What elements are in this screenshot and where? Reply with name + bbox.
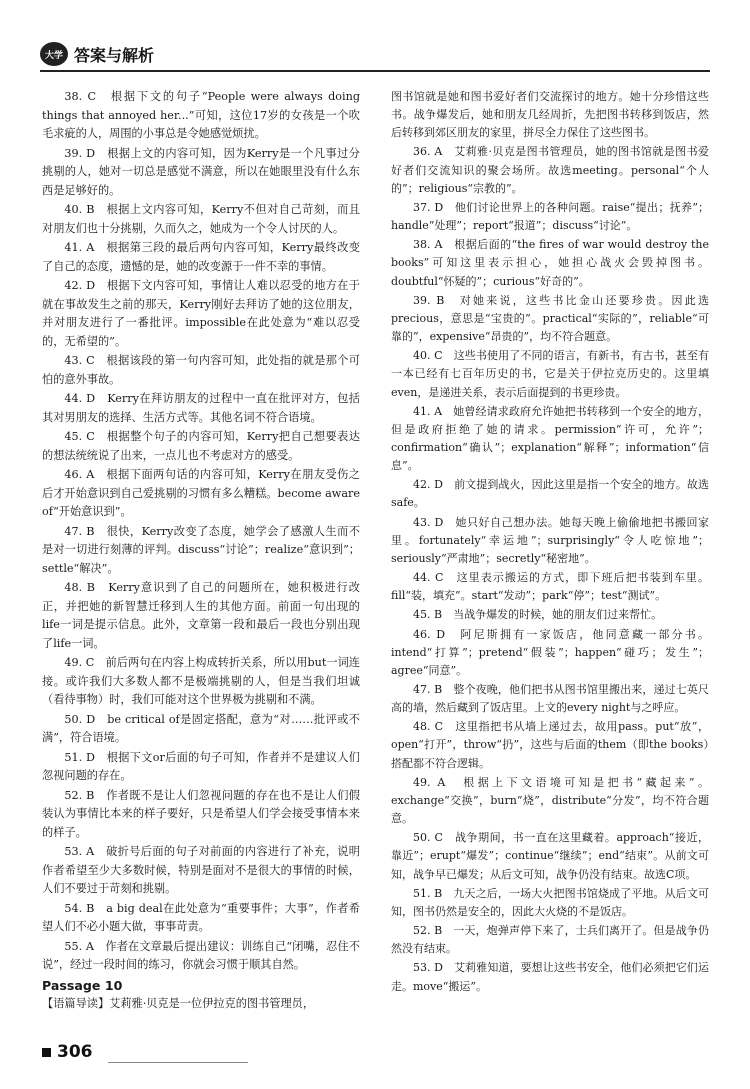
- answer-paragraph: 46. A 根据下面两句话的内容可知，Kerry在朋友受伤之后才开始意识到自己爱挑剔的习惯有多么糟糕。become aware of“开始意识到”。: [42, 468, 360, 518]
- answer-paragraph: 36. A 艾莉雅·贝克是图书管理员，她的图书馆就是图书爱好者们交流知识的聚会场所。故选meeting。personal“个人的”；religious“宗教的”。: [391, 145, 709, 195]
- answer-paragraph: 39. D 根据上文的内容可知，因为Kerry是一个凡事过分挑剔的人，她对一切总是感觉不满意，所以在她眼里没有什么东西是足够好的。: [42, 146, 360, 197]
- answer-paragraph: 52. B 一天，炮弹声停下来了，士兵们离开了。但是战争仍然没有结束。: [391, 924, 709, 956]
- page-number: 306: [57, 1042, 93, 1062]
- answer-paragraph: 44. D Kerry在拜访朋友的过程中一直在批评对方，包括其对男朋友的选择、生活方式等。其他名词不符合语境。: [42, 392, 360, 424]
- passage-intro: 【语篇导读】艾莉雅·贝克是一位伊拉克的图书管理员，: [42, 997, 315, 1010]
- right-column: [391, 88, 709, 997]
- page-header: [40, 40, 710, 72]
- header-title: 答案与解析: [74, 46, 155, 65]
- answer-paragraph: 41. A 根据第三段的最后两句内容可知，Kerry最终改变了自己的态度，遗憾的是，她的改变源于一件不幸的事情。: [42, 241, 360, 273]
- passage-heading: Passage 10: [42, 977, 123, 993]
- answer-paragraph: 38. A 根据后面的“the fires of war would destroy the books”可知这里表示担心，她担心战火会毁掉图书。doubtful“怀疑的”；curious“好奇的”。: [391, 238, 709, 288]
- answer-paragraph: 54. B a big deal在此处意为“重要事件；大事”，作者希望人们不必小题大做，事事苛责。: [42, 901, 360, 933]
- answer-paragraph: 55. A 作者在文章最后提出建议：训练自己“闭嘴，忍住不说”，经过一段时间的练习，你就会习惯于顺其自然。: [42, 939, 360, 971]
- left-column: [42, 88, 360, 1015]
- answer-paragraph: 47. B 很快，Kerry改变了态度，她学会了感激人生而不是对一切进行刻薄的评判。discuss“讨论”；realize“意识到”；settle“解决”。: [42, 524, 360, 575]
- answer-paragraph: 53. A 破折号后面的句子对前面的内容进行了补充，说明作者希望至少大多数时候，特别是面对不是很大的事情的时候，人们不要过于苛刻和挑剔。: [42, 845, 360, 895]
- answer-paragraph: 53. D 艾莉雅知道，要想让这些书安全，他们必须把它们运走。move“搬运”。: [391, 961, 709, 993]
- footer-divider: [108, 1062, 248, 1063]
- answer-paragraph: 50. C 战争期间，书一直在这里藏着。approach“接近，靠近”；erupt“爆发”；continue“继续”；end“结束”。从前文可知，战争早已爆发；从后文可知，战争仍没有结束。故选C项。: [391, 831, 709, 881]
- answer-paragraph: 42. D 根据下文内容可知，事情让人难以忍受的地方在于就在事故发生之前的那天，Kerry刚好去拜访了她的这位朋友，并对朋友进行了一番批评。impossible在此处意为“难以忍受的，无希望的”。: [42, 279, 360, 348]
- answer-paragraph: 48. C 这里指把书从墙上递过去，故用pass。put“放”，open“打开”，throw“扔”，这些与后面的them（即the books）搭配都不符合逻辑。: [391, 720, 709, 770]
- answer-paragraph: 40. C 这些书使用了不同的语言，有新书，有古书，甚至有一本已经有七百年历史的书，它是关于伊拉克历史的。这里填even，是递进关系，表示后面提到的书更珍贵。: [391, 349, 709, 399]
- answer-paragraph: 41. A 她曾经请求政府允许她把书转移到一个安全的地方，但是政府拒绝了她的请求。permission“许可，允许”；confirmation“确认”；explanation“解释”；information“信息”。: [391, 404, 709, 473]
- answer-paragraph: 50. D be critical of是固定搭配，意为“对……批评或不满”，符合语境。: [42, 712, 360, 744]
- answer-paragraph: 42. D 前文提到战火，因此这里是指一个安全的地方。故选safe。: [391, 478, 709, 510]
- answer-paragraph: 48. B Kerry意识到了自己的问题所在，她积极进行改正，并把她的新智慧迁移到人生的其他方面。前面一句出现的life一词是提示信息。此外，文章第一段和最后一段也分别出现了life一词。: [42, 581, 360, 650]
- answer-paragraph: 46. D 阿尼斯拥有一家饭店，他同意藏一部分书。intend“打算”；pretend“假装”；happen“碰巧；发生”；agree“同意”。: [391, 627, 709, 677]
- answer-paragraph: 49. A 根据上下文语境可知是把书“藏起来”。exchange“交换”，burn“烧”，distribute“分发”，均不符合题意。: [391, 775, 709, 826]
- answer-paragraph: 52. B 作者既不是让人们忽视问题的存在也不是让人们假装认为事情比本来的样子要好，只是希望人们学会接受事情本来的样子。: [42, 788, 360, 839]
- page-footer: [42, 1042, 712, 1066]
- answer-paragraph: 38. C 根据下文的句子“People were always doing things that annoyed her...”可知，这位17岁的女孩是一个吹毛求疵的人，周围的小事总是令她感觉烦扰。: [42, 90, 360, 140]
- answer-paragraph: 51. D 根据下文or后面的句子可知，作者并不是建议人们忽视问题的存在。: [42, 750, 360, 782]
- passage-intro-continued: 图书馆就是她和图书爱好者们交流探讨的地方。她十分珍惜这些书。战争爆发后，她和朋友几经周折，先把图书转移到饭店，然后转移到郊区朋友的家里，拼尽全力保住了这些图书。: [391, 90, 709, 140]
- square-bullet-icon: [42, 1048, 51, 1057]
- answer-paragraph: 44. C 这里表示搬运的方式，即下班后把书装到车里。fill“装，填充”。start“发动”；park“停”；test“测试”。: [391, 571, 709, 603]
- answer-paragraph: 37. D 他们讨论世界上的各种问题。raise“提出；抚养”；handle“处理”；report“报道”；discuss“讨论”。: [391, 200, 709, 233]
- answer-paragraph: 51. B 九天之后，一场大火把图书馆烧成了平地。从后文可知，图书仍然是安全的，因此大火烧的不是饭店。: [391, 886, 709, 918]
- answer-paragraph: 45. C 根据整个句子的内容可知，Kerry把自己想要表达的想法统统说了出来，一点儿也不考虑对方的感受。: [42, 430, 360, 462]
- header-divider: [40, 70, 710, 72]
- answer-paragraph: 39. B 对她来说，这些书比金山还要珍贵。因此选precious，意思是“宝贵的”。practical“实际的”，reliable“可靠的”，expensive“昂贵的”，均不符合题意。: [391, 293, 709, 344]
- answer-paragraph: 43. D 她只好自己想办法。她每天晚上偷偷地把书搬回家里。fortunately“幸运地”；surprisingly“令人吃惊地”；seriously“严肃地”；secretly“秘密地”。: [391, 515, 709, 565]
- answer-paragraph: 47. B 整个夜晚，他们把书从图书馆里搬出来，递过七英尺高的墙，然后藏到了饭店里。上文的every night与之呼应。: [391, 683, 709, 715]
- logo-icon: 大学: [40, 42, 68, 66]
- answer-paragraph: 43. C 根据该段的第一句内容可知，此处指的就是那个可怕的意外事故。: [42, 354, 360, 386]
- answer-paragraph: 40. B 根据上文内容可知，Kerry不但对自己苛刻，而且对朋友们也十分挑剔，久而久之，她成为一个令人讨厌的人。: [42, 203, 360, 235]
- answer-paragraph: 45. B 当战争爆发的时候，她的朋友们过来帮忙。: [413, 608, 663, 622]
- answer-paragraph: 49. C 前后两句在内容上构成转折关系，所以用but一词连接。或许我们大多数人都不是极端挑剔的人，但是当我们坦诚（看待事物）时，我们可能对这个世界极为挑剔和不满。: [42, 656, 360, 706]
